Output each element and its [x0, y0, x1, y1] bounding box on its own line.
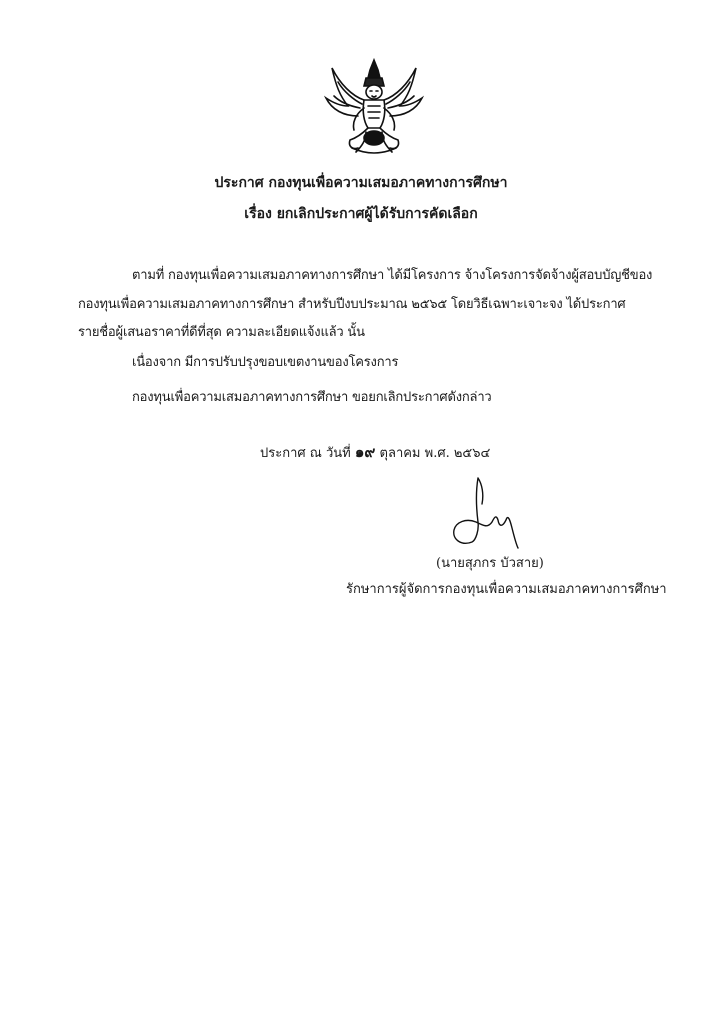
- paragraph2: เนื่องจาก มีการปรับปรุงขอบเขตงานของโครงการ: [132, 355, 399, 370]
- announcement-subject: เรื่อง ยกเลิกประกาศผู้ได้รับการคัดเลือก: [244, 206, 478, 222]
- signer-name: (นายสุภกร บัวสาย): [436, 556, 544, 571]
- paragraph1-line2: กองทุนเพื่อความเสมอภาคทางการศึกษา สำหรับปีงบประมาณ ๒๕๖๕ โดยวิธีเฉพาะเจาะจง ได้ประกาศ: [78, 297, 626, 312]
- garuda-emblem-svg: [322, 56, 426, 158]
- date-prefix: ประกาศ ณ วันที่: [260, 446, 351, 461]
- paragraph1-line3: รายชื่อผู้เสนอราคาที่ดีที่สุด ความละเอียดแจ้งแล้ว นั้น: [78, 325, 365, 340]
- paragraph1-line1: ตามที่ กองทุนเพื่อความเสมอภาคทางการศึกษา ได้มีโครงการ จ้างโครงการจัดจ้างผู้สอบบัญชีของ: [132, 268, 653, 283]
- signer-position: รักษาการผู้จัดการกองทุนเพื่อความเสมอภาคทางการศึกษา: [346, 582, 667, 597]
- garuda-emblem-icon: [322, 56, 426, 158]
- signature-svg: [432, 470, 524, 550]
- announcement-date: [260, 440, 490, 464]
- date-day: ๑๙: [354, 443, 376, 461]
- date-month-year: ตุลาคม พ.ศ. ๒๕๖๔: [379, 446, 491, 461]
- handwritten-signature: [432, 470, 524, 550]
- paragraph3: กองทุนเพื่อความเสมอภาคทางการศึกษา ขอยกเลิกประกาศดังกล่าว: [132, 390, 492, 405]
- announcement-title: ประกาศ กองทุนเพื่อความเสมอภาคทางการศึกษา: [214, 175, 508, 191]
